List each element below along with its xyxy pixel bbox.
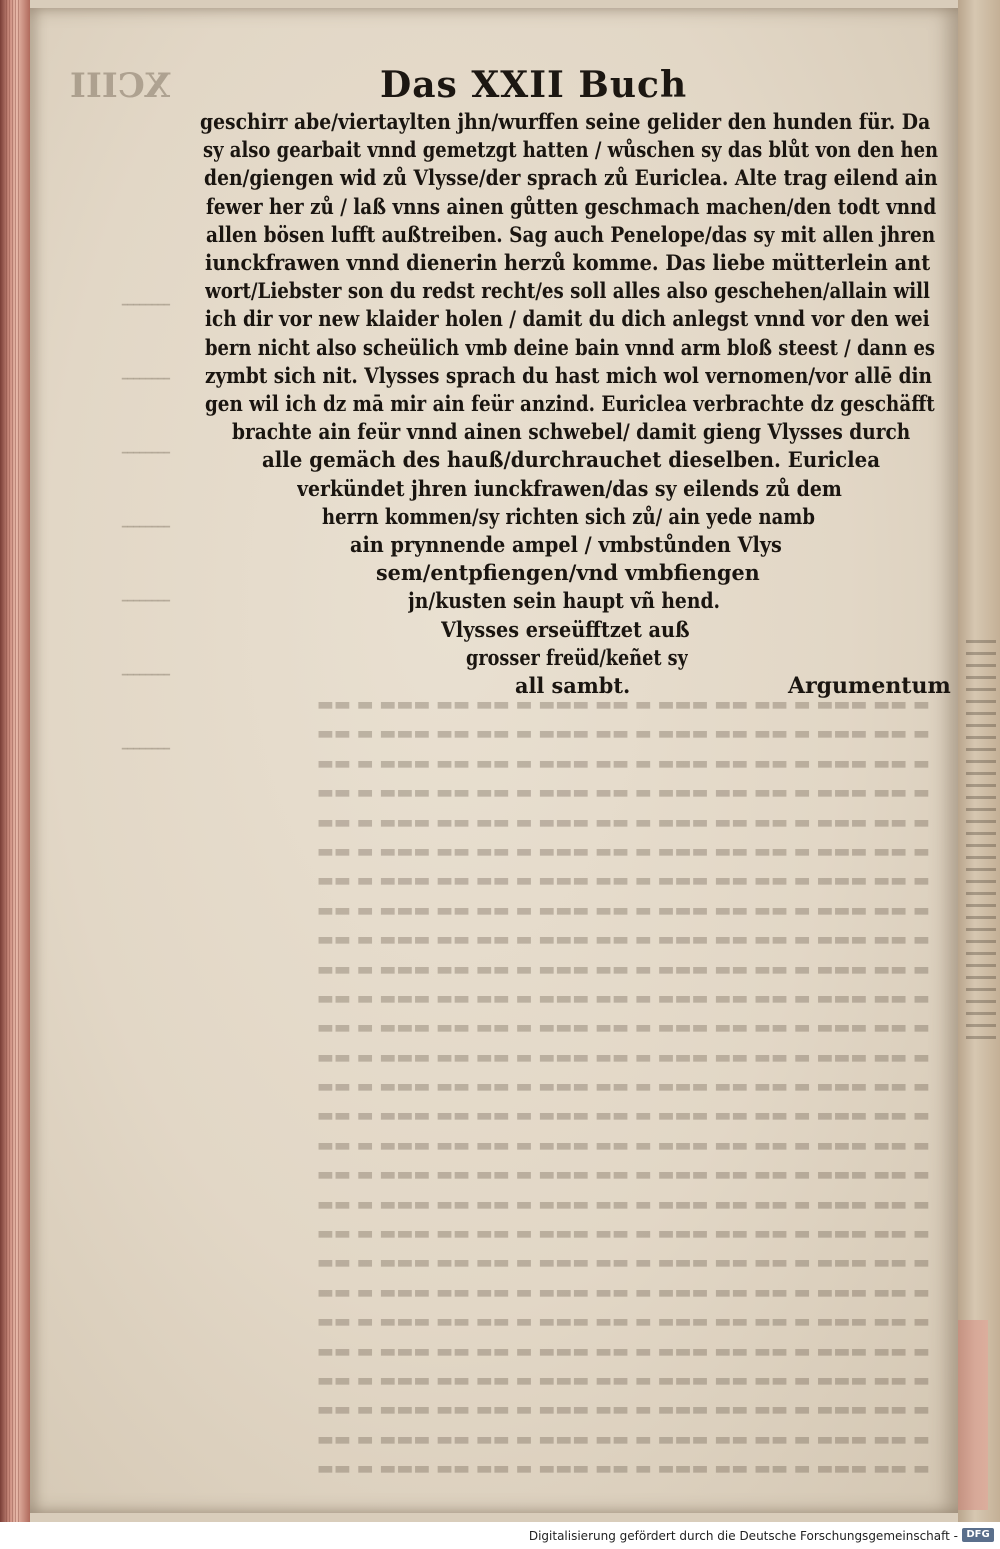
catchword: Argumentum: [788, 673, 951, 699]
text-line: allen bösen lufft außtreiben. Sag auch Penelope/das sy mit allen jhren: [206, 221, 935, 247]
text-line: iunckfrawen vnnd dienerin herzů komme. Das liebe mütterlein ant: [205, 250, 930, 275]
text-line: zymbt sich nit. Vlysses sprach du hast mich wol vernomen/vor allē din: [205, 362, 932, 388]
footer-credit: Digitalisierung gefördert durch die Deutsche Forschungsgemeinschaft -: [528, 1529, 958, 1543]
facing-page-edge: [958, 0, 1000, 1522]
bleed-through-header: XCIII: [70, 66, 171, 106]
footer: [0, 1522, 1000, 1549]
text-line: fewer her zů / laß vnns ainen gůtten geschmach machen/den todt vnnd: [206, 193, 936, 219]
text-line: ich dir vor new klaider holen / damit du dich anlegst vnnd vor den wei: [205, 306, 930, 332]
text-line: sem/entpfiengen/vnd vmbfiengen: [376, 560, 760, 586]
text-line: alle gemäch des hauß/durchrauchet dieselben. Euriclea: [262, 447, 880, 473]
text-line: herrn kommen/sy richten sich zů/ ain yede namb: [322, 503, 815, 529]
running-head: Das XXII Buch: [380, 64, 688, 106]
text-line: sy also gearbait vnnd gemetzgt hatten / wůschen sy das blůt von den hen: [203, 137, 938, 163]
book-edge-left: [0, 0, 30, 1522]
bleed-through-text: ▬ ▬▬ ▬▬▬ ▬ ▬▬ ▬▬ ▬▬▬ ▬ ▬▬ ▬▬▬ ▬ ▬▬ ▬▬ ▬▬▬ ▬ ▬▬ ▬ ▬▬ ▬▬▬ ▬ ▬▬ ▬▬ ▬▬▬ ▬ ▬▬ ▬▬▬ ▬ ▬▬ ▬▬ ▬▬▬ ▬ ▬▬ ▬ ▬▬ ▬▬▬ ▬ ▬▬ ▬▬ ▬▬▬ ▬ ▬▬ ▬▬▬ ▬ ▬▬ ▬▬ ▬▬▬ ▬ ▬▬ ▬ ▬▬ ▬▬▬ ▬ ▬▬ ▬▬ ▬▬▬ ▬ ▬▬ ▬▬▬ ▬ ▬▬ ▬▬ ▬▬▬ ▬ ▬▬ ▬ ▬▬ ▬▬▬ ▬ ▬▬ ▬▬ ▬▬▬ ▬ ▬▬ ▬▬▬ ▬ ▬▬ ▬▬ ▬▬▬ ▬ ▬▬ ▬ ▬▬ ▬▬▬ ▬ ▬▬ ▬▬ ▬▬▬ ▬ ▬▬ ▬▬▬ ▬ ▬▬ ▬▬ ▬▬▬ ▬ ▬▬ ▬ ▬▬ ▬▬▬ ▬ ▬▬ ▬▬ ▬▬▬ ▬ ▬▬ ▬▬▬ ▬ ▬▬ ▬▬ ▬▬▬ ▬ ▬▬ ▬ ▬▬ ▬▬▬ ▬ ▬▬ ▬▬ ▬▬▬ ▬ ▬▬ ▬▬▬ ▬ ▬▬ ▬▬ ▬▬▬ ▬ ▬▬ ▬ ▬▬ ▬▬▬ ▬ ▬▬ ▬▬ ▬▬▬ ▬ ▬▬ ▬▬▬ ▬ ▬▬ ▬▬ ▬▬▬ ▬ ▬▬ ▬ ▬▬ ▬▬▬ ▬ ▬▬ ▬▬ ▬▬▬ ▬ ▬▬ ▬▬▬ ▬ ▬▬ ▬▬ ▬▬▬ ▬ ▬▬ ▬ ▬▬ ▬▬▬ ▬ ▬▬ ▬▬ ▬▬▬ ▬ ▬▬ ▬▬▬ ▬ ▬▬ ▬▬ ▬▬▬ ▬ ▬▬ ▬ ▬▬ ▬▬▬ ▬ ▬▬ ▬▬ ▬▬▬ ▬ ▬▬ ▬▬▬ ▬ ▬▬ ▬▬ ▬▬▬ ▬ ▬▬ ▬ ▬▬ ▬▬▬ ▬ ▬▬ ▬▬ ▬▬▬ ▬ ▬▬ ▬▬▬ ▬ ▬▬ ▬▬ ▬▬▬ ▬ ▬▬ ▬ ▬▬ ▬▬▬ ▬ ▬▬ ▬▬ ▬▬▬ ▬ ▬▬ ▬▬▬ ▬ ▬▬ ▬▬ ▬▬▬ ▬ ▬▬ ▬ ▬▬ ▬▬▬ ▬ ▬▬ ▬▬ ▬▬▬ ▬ ▬▬ ▬▬▬ ▬ ▬▬ ▬▬ ▬▬▬ ▬ ▬▬ ▬ ▬▬ ▬▬▬ ▬ ▬▬ ▬▬ ▬▬▬ ▬ ▬▬ ▬▬▬ ▬ ▬▬ ▬▬ ▬▬▬ ▬ ▬▬ ▬ ▬▬ ▬▬▬ ▬ ▬▬ ▬▬ ▬▬▬ ▬ ▬▬ ▬▬▬ ▬ ▬▬ ▬▬ ▬▬▬ ▬ ▬▬ ▬ ▬▬ ▬▬▬ ▬ ▬▬ ▬▬ ▬▬▬ ▬ ▬▬ ▬▬▬ ▬ ▬▬ ▬▬ ▬▬▬ ▬ ▬▬ ▬ ▬▬ ▬▬▬ ▬ ▬▬ ▬▬ ▬▬▬ ▬ ▬▬ ▬▬▬ ▬ ▬▬ ▬▬ ▬▬▬ ▬ ▬▬ ▬ ▬▬ ▬▬▬ ▬ ▬▬ ▬▬ ▬▬▬ ▬ ▬▬ ▬▬▬ ▬ ▬▬ ▬▬ ▬▬▬ ▬ ▬▬ ▬ ▬▬ ▬▬▬ ▬ ▬▬ ▬▬ ▬▬▬ ▬ ▬▬ ▬▬▬ ▬ ▬▬ ▬▬ ▬▬▬ ▬ ▬▬ ▬ ▬▬ ▬▬▬ ▬ ▬▬ ▬▬ ▬▬▬ ▬ ▬▬ ▬▬▬ ▬ ▬▬ ▬▬ ▬▬▬ ▬ ▬▬ ▬ ▬▬ ▬▬▬ ▬ ▬▬ ▬▬ ▬▬▬ ▬ ▬▬ ▬▬▬ ▬ ▬▬ ▬▬ ▬▬▬ ▬ ▬▬ ▬ ▬▬ ▬▬▬ ▬ ▬▬ ▬▬ ▬▬▬ ▬ ▬▬ ▬▬▬ ▬ ▬▬ ▬▬ ▬▬▬ ▬ ▬▬ ▬ ▬▬ ▬▬▬ ▬ ▬▬ ▬▬ ▬▬▬ ▬ ▬▬ ▬▬▬ ▬ ▬▬ ▬▬ ▬▬▬ ▬ ▬▬ ▬ ▬▬ ▬▬▬ ▬ ▬▬ ▬▬ ▬▬▬ ▬ ▬▬ ▬▬▬ ▬ ▬▬ ▬▬ ▬▬▬ ▬ ▬▬ ▬ ▬▬ ▬▬▬ ▬ ▬▬ ▬▬ ▬▬▬ ▬ ▬▬ ▬▬▬ ▬ ▬▬ ▬▬ ▬▬▬ ▬ ▬▬: [316, 694, 930, 1480]
dfg-logo: DFG: [962, 1528, 994, 1542]
bleed-through-margin-notes: ━━━━━━━━ ━━━━━━━━ ━━━━━━━━ ━━━━━━━━ ━━━━━━━━ ━━━━━━━━ ━━━━━━━━: [121, 300, 170, 755]
text-line: ain prynnende ampel / vmbstůnden Vlys: [350, 532, 782, 557]
text-line: brachte ain feür vnnd ainen schwebel/ damit gieng Vlysses durch: [232, 419, 910, 445]
fore-edge: [958, 1320, 988, 1510]
text-line: wort/Liebster son du redst recht/es soll alles also geschehen/allain will: [205, 278, 930, 304]
text-line: all sambt.: [515, 673, 630, 698]
text-line: verkündet jhren iunckfrawen/das sy eilends zů dem: [297, 475, 842, 501]
text-line: bern nicht also scheülich vmb deine bain vnnd arm bloß steest / dann es: [205, 334, 935, 360]
text-line: jn/kusten sein haupt vñ hend.: [408, 588, 720, 614]
text-line: Vlysses erseüfftzet auß: [441, 616, 690, 642]
text-line: gen wil ich dz mā mir ain feür anzind. Euriclea verbrachte dz geschäfft: [205, 391, 935, 416]
text-line: den/giengen wid zů Vlysse/der sprach zů Euriclea. Alte trag eilend ain: [204, 165, 938, 191]
text-line: geschirr abe/viertaylten jhn/wurffen seine gelider den hunden für. Da: [200, 109, 930, 134]
text-line: grosser freüd/keñet sy: [466, 644, 688, 670]
